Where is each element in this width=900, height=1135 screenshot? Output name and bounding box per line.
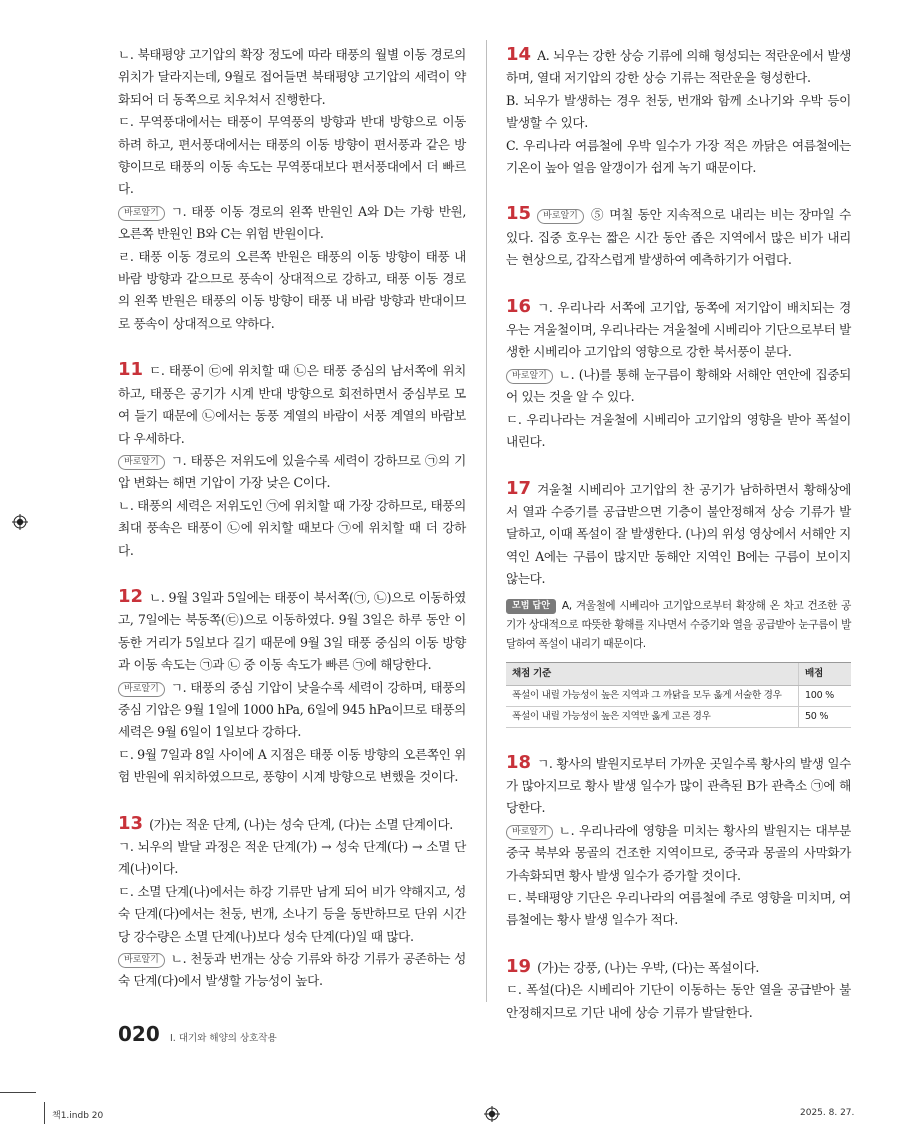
paragraph-text: ㄴ. (나)를 통해 눈구름이 황해와 서해안 연안에 집중되어 있는 것을 알 수 있다. [506,366,851,405]
answer-paragraph [506,979,851,1024]
question-number: 16 [506,295,532,317]
question-block [118,359,466,562]
answer-paragraph [118,111,466,201]
question-number: 17 [506,477,532,499]
question-block [506,956,851,1024]
answer-paragraph [506,203,851,271]
paragraph-text: A. 뇌우는 강한 상승 기류에 의해 형성되는 적란운에서 발생하며, 열대 저기압의 강한 상승 기류는 적란운을 형성한다. [506,48,851,86]
answer-paragraph [118,813,466,836]
answer-paragraph [118,246,466,336]
answer-paragraph [506,364,851,409]
question-number: 11 [118,359,144,381]
right-column [506,44,851,1024]
table-header: 채점 기준 [506,662,799,685]
paragraph-text: ㄷ. 우리나라는 겨울철에 시베리아 고기압의 영향을 받아 폭설이 내린다. [506,411,851,450]
paragraph-text: (가)는 적운 단계, (나)는 성숙 단계, (다)는 소멸 단계이다. [149,816,453,832]
answer-paragraph [506,887,851,932]
question-number: 19 [506,955,532,977]
paragraph-text: ㄷ. 소멸 단계(나)에서는 하강 기류만 남게 되어 비가 약해지고, 성숙 단계(다)에서는 천둥, 번개, 소나기 등을 동반하므로 단위 시간당 강수량은 소멸 단계(나)보다 성숙 단계(다)일 때 많다. [118,883,466,944]
correction-badge: 바로알기 [506,369,553,384]
answer-paragraph [506,296,851,364]
correction-badge: 바로알기 [506,825,553,840]
table-cell: 폭설이 내릴 가능성이 높은 지역과 그 까닭을 모두 옳게 서술한 경우 [506,685,799,706]
correction-badge: 바로알기 [118,953,165,968]
question-block [506,296,851,454]
question-block [506,203,851,271]
question-block [506,752,851,932]
paragraph-text: ㄱ. 태풍의 중심 기압이 낮을수록 세력이 강하며, 태풍의 중심 기압은 9월 1일에 1000 hPa, 6일에 945 hPa이므로 태풍의 세력은 9월 6일이 1일보다 강하다. [118,679,466,740]
table-cell: 폭설이 내릴 가능성이 높은 지역만 옳게 고른 경우 [506,706,799,727]
paragraph-text: (가)는 강풍, (나)는 우박, (다)는 폭설이다. [537,959,760,975]
paragraph-text: ㄷ. 태풍이 ㉢에 위치할 때 ㉡은 태풍 중심의 남서쪽에 위치하고, 태풍은 공기가 시계 반대 방향으로 회전하면서 중심부로 모여 들기 때문에 ㉡에서는 동풍 계열의 바람이 서풍 계열의 바람보다 우세하다. [118,363,466,446]
paragraph-text: B. 뇌우가 발생하는 경우 천둥, 번개와 함께 소나기와 우박 등이 발생할 수 있다. [506,92,851,131]
correction-badge: 바로알기 [118,455,165,470]
paragraph-text: ㄴ. 천둥과 번개는 상승 기류와 하강 기류가 공존하는 성숙 단계(다)에서 발생할 가능성이 높다. [118,951,466,989]
column-divider [486,40,487,1002]
question-block [118,586,466,789]
paragraph-text: ㄱ. 뇌우의 발달 과정은 적운 단계(가) → 성숙 단계(다) → 소멸 단계(나)이다. [118,839,466,877]
answer-paragraph [118,744,466,789]
correction-badge: 바로알기 [118,682,165,697]
paragraph-text: ㄱ. 태풍 이동 경로의 왼쪽 반원인 A와 D는 가항 반원, 오른쪽 반원인 B와 C는 위험 반원이다. [118,203,466,242]
paragraph-text: ㄴ. 태풍의 세력은 저위도인 ㉠에 위치할 때 가장 강하므로, 태풍의 최대 풍속은 태풍이 ㉡에 위치할 때보다 ㉠에 위치할 때 더 강하다. [118,497,466,558]
registration-mark-icon [12,514,28,530]
paragraph-text: C. 우리나라 여름철에 우박 일수가 가장 적은 까닭은 여름철에는 기온이 높아 얼음 알갱이가 쉽게 녹기 때문이다. [506,137,851,176]
model-answer [506,597,851,654]
continued-answer [118,44,466,335]
question-block [506,44,851,179]
correction-badge: 바로알기 [537,209,584,224]
paragraph-text: ㄱ. 황사의 발원지로부터 가까운 곳일수록 황사의 발생 일수가 많아지므로 황사 발생 일수가 많이 관측된 B가 관측소 ㉠에 해당한다. [506,755,851,816]
paragraph-text: ㄹ. 태풍 이동 경로의 오른쪽 반원은 태풍의 이동 방향이 태풍 내 바람 방향과 같으므로 풍속이 상대적으로 강하고, 태풍 이동 경로의 왼쪽 반원은 태풍의 이동 방향이 태풍 내 바람 방향과 반대이므로 풍속이 상대적으로 약하다. [118,248,466,331]
paragraph-text: ㄴ. 9월 3일과 5일에는 태풍이 북서쪽(㉠, ㉡)으로 이동하였고, 7일에는 북동쪽(㉢)으로 이동하였다. 9월 3일은 하루 동안 이동한 거리가 5일보다 길기 때문에 9월 3일 태풍 중심의 이동 방향과 이동 속도는 ㉠과 ㉡ 중 이동 속도가 빠른 ㉠에 해당한다. [118,589,466,673]
scoring-table [506,662,851,728]
paragraph-text: ㄴ. 우리나라에 영향을 미치는 황사의 발원지는 대부분 중국 북부와 몽골의 건조한 지역이므로, 중국과 몽골의 사막화가 가속화되면 황사 발생 일수가 증가할 것이다. [506,822,851,883]
paragraph-text: ⑤ 며칠 동안 지속적으로 내리는 비는 장마일 수 있다. 집중 호우는 짧은 시간 동안 좁은 지역에서 많은 비가 내리는 현상으로, 갑작스럽게 발생하여 예측하기가 어렵다. [506,207,851,268]
table-row [506,706,851,727]
question-number: 14 [506,44,532,65]
answer-paragraph [118,359,466,450]
print-file-label: 책1.indb 20 [52,1111,104,1121]
answer-paragraph [506,90,851,135]
paragraph-text: ㄷ. 북태평양 기단은 우리나라의 여름철에 주로 영향을 미치며, 여름철에는 황사 발생 일수가 적다. [506,889,851,928]
table-cell: 100 % [799,685,852,706]
question-number: 18 [506,751,532,773]
answer-paragraph [118,450,466,495]
answer-paragraph [506,44,851,90]
answer-paragraph [118,677,466,744]
question-number: 15 [506,203,532,225]
registration-mark-icon [484,1106,500,1122]
crop-mark [0,1092,36,1093]
answer-paragraph [118,495,466,562]
answer-paragraph [506,956,851,979]
question-block [118,813,466,993]
answer-paragraph [118,201,466,246]
answer-paragraph [118,881,466,948]
answer-paragraph [118,836,466,881]
answer-paragraph [118,586,466,677]
answer-paragraph [506,752,851,820]
question-number: 13 [118,812,144,834]
answer-paragraph [506,820,851,887]
crop-mark [44,1102,45,1124]
table-header: 배점 [799,662,852,685]
section-title: I. 대기와 해양의 상호작용 [170,1033,277,1044]
answer-paragraph [118,948,466,993]
answer-paragraph [506,135,851,180]
table-row [506,685,851,706]
paragraph-text: ㄷ. 9월 7일과 8일 사이에 A 지점은 태풍 이동 방향의 오른쪽인 위험 반원에 위치하였으므로, 풍향이 시계 방향으로 변했을 것이다. [118,746,466,785]
paragraph-text: ㄴ. 북태평양 고기압의 확장 정도에 따라 태풍의 월별 이동 경로의 위치가 달라지는데, 9월로 접어들면 북태평양 고기압의 세력이 약화되어 더 동쪽으로 치우쳐서 진행한다. [118,47,466,107]
page-number: 020 [118,1022,160,1046]
model-answer-badge: 모범 답안 [506,599,556,614]
print-date-label: 2025. 8. 27. [800,1108,855,1118]
paragraph-text: ㄷ. 폭설(다)은 시베리아 기단이 이동하는 동안 열을 공급받아 불안정해지므로 기단 내에 상승 기류가 발달한다. [506,982,851,1020]
answer-paragraph [118,44,466,111]
correction-badge: 바로알기 [118,206,165,221]
table-cell: 50 % [799,706,852,727]
paragraph-text: ㄱ. 우리나라 서쪽에 고기압, 동쪽에 저기압이 배치되는 경우는 겨울철이며, 우리나라는 겨울철에 시베리아 기단으로부터 발생한 시베리아 고기압의 영향으로 강한 북서풍이 분다. [506,299,851,360]
model-answer-text: A, 겨울철에 시베리아 고기압으로부터 확장해 온 차고 건조한 공기가 상대적으로 따뜻한 황해를 지나면서 수증기와 열을 공급받아 눈구름이 발달하여 폭설이 내리기 때문이다. [506,599,851,650]
paragraph-text: 겨울철 시베리아 고기압의 찬 공기가 남하하면서 황해상에서 열과 수증기를 공급받으면 기층이 불안정해져 상승 기류가 발달하고, 이때 폭설이 잘 발생한다. (나)의 위성 영상에서 서해안 지역인 A에는 구름이 많지만 동해안 지역인 B에는 구름이 보이지 않는다. [506,481,851,587]
answer-paragraph [506,478,851,591]
question-number: 12 [118,585,144,607]
answer-paragraph [506,409,851,454]
paragraph-text: ㄷ. 무역풍대에서는 태풍이 무역풍의 방향과 반대 방향으로 이동하려 하고, 편서풍대에서는 태풍의 이동 방향이 편서풍과 같은 방향이므로 태풍의 이동 속도는 무역풍대보다 편서풍대에서 더 빠르다. [118,114,466,197]
left-column [118,44,466,993]
question-block [506,478,851,728]
paragraph-text: ㄱ. 태풍은 저위도에 있을수록 세력이 강하므로 ㉠의 기압 변화는 해면 기압이 가장 낮은 C이다. [118,452,466,491]
